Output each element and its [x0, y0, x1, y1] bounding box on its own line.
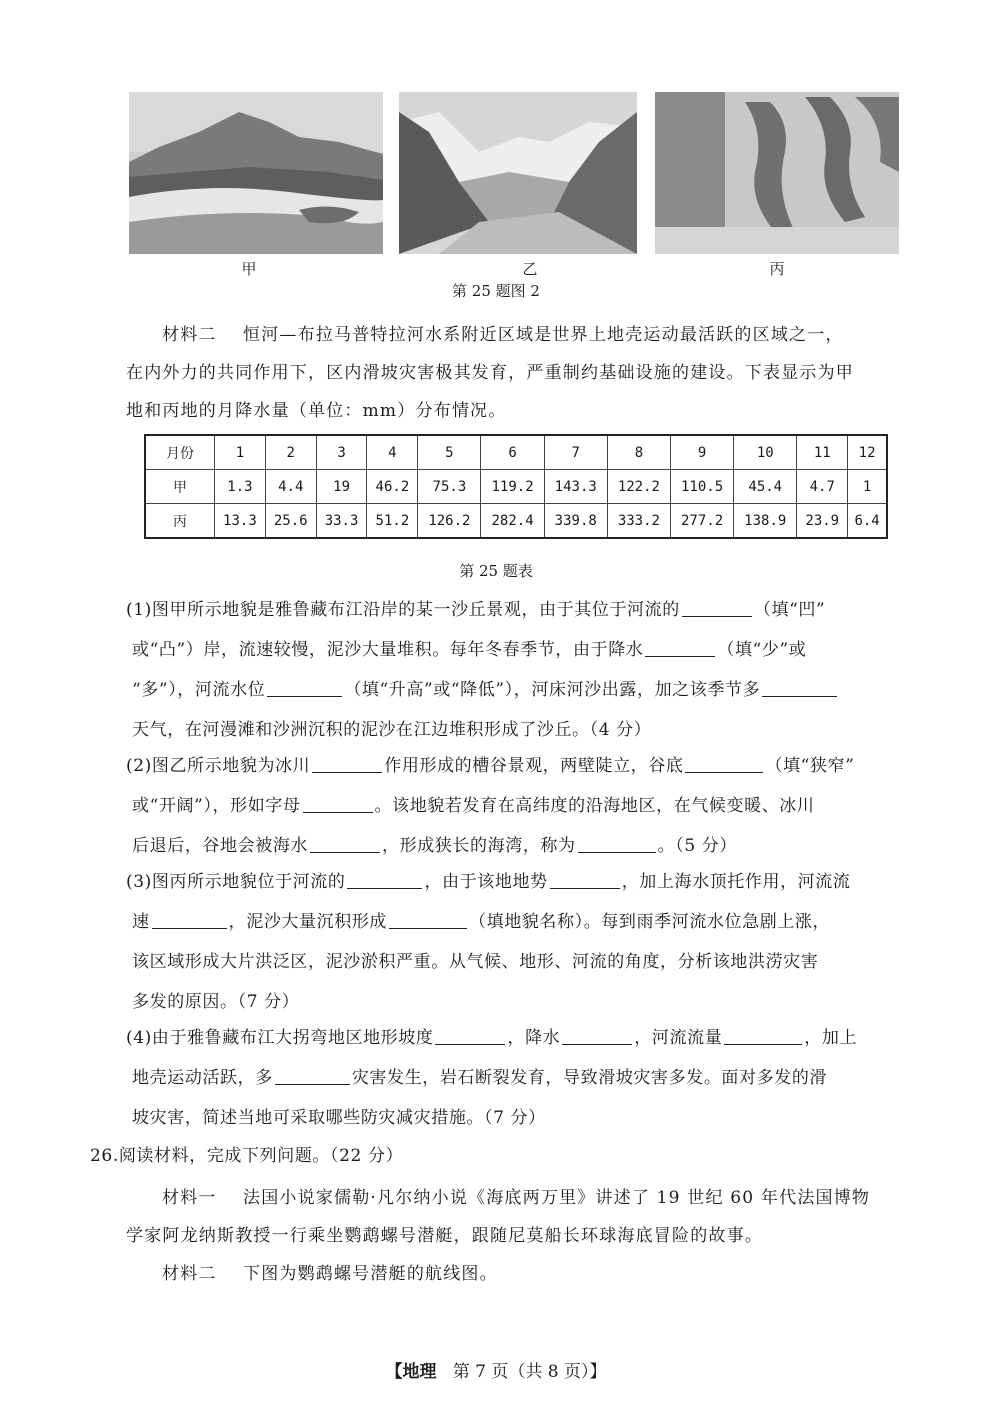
q26-m1-line1: 法国小说家儒勒·凡尔纳小说《海底两万里》讲述了 19 世纪 60 年代法国博物 — [243, 1188, 871, 1208]
table-month-cell: 4 — [367, 435, 418, 470]
table-month-cell: 9 — [671, 435, 734, 470]
table-cell: 110.5 — [671, 470, 734, 504]
rainfall-table — [144, 434, 888, 539]
q4-text-b: ，降水 — [507, 1028, 561, 1048]
q3-answer-blank[interactable] — [347, 870, 422, 889]
table-cell: 4.7 — [797, 470, 848, 504]
table-cell: 277.2 — [671, 504, 734, 539]
table-cell: 126.2 — [418, 504, 481, 539]
q3-text-c: ，加上海水顶托作用，河流流 — [621, 872, 851, 892]
photo-yi-glacial-valley — [399, 92, 637, 254]
material2-line1: 恒河—布拉马普特拉河水系附近区域是世界上地壳运动最活跃的区域之一， — [243, 325, 844, 345]
table-month-cell: 10 — [734, 435, 797, 470]
caption-bing: 丙 — [769, 260, 785, 278]
table-month-cell: 6 — [481, 435, 544, 470]
q2-text-h: 。（5 分） — [657, 836, 737, 856]
q2-answer-blank[interactable] — [685, 754, 763, 773]
q1-text-f: （填“升高”或“降低”），河床河沙出露，加之该季节多 — [344, 680, 761, 700]
table-month-cell: 8 — [607, 435, 670, 470]
q4-answer-blank[interactable] — [724, 1026, 802, 1045]
q2-answer-blank[interactable] — [578, 834, 656, 853]
q3-text-e: ，泥沙大量沉积形成 — [228, 912, 388, 932]
q1-text-d: （填“少”或 — [717, 640, 807, 660]
table-cell: 33.3 — [316, 504, 367, 539]
q2-answer-blank[interactable] — [310, 834, 380, 853]
q1-text-b: （填“凹” — [753, 600, 826, 620]
table-month-cell: 11 — [797, 435, 848, 470]
q1-text-c: 或“凸”）岸，流速较慢，泥沙大量堆积。每年冬春季节，由于降水 — [132, 640, 644, 660]
material2-line3: 地和丙地的月降水量（单位：mm）分布情况。 — [126, 401, 507, 421]
q2-answer-blank[interactable] — [303, 794, 373, 813]
q3-text-b: ，由于该地地势 — [424, 872, 548, 892]
table-header-row — [145, 435, 887, 470]
table-cell: 46.2 — [367, 470, 418, 504]
photo-jia-sand-dune — [129, 92, 383, 254]
q26-m1-label: 材料一 — [162, 1188, 217, 1208]
table-row — [145, 470, 887, 504]
q2-answer-blank[interactable] — [312, 754, 382, 773]
q2-text-f: 后退后，谷地会被海水 — [132, 836, 309, 856]
q3-text-f: （填地貌名称）。每到雨季河流水位急剧上涨， — [469, 912, 831, 932]
table-cell: 122.2 — [607, 470, 670, 504]
q26-title: 26.阅读材料，完成下列问题。（22 分） — [90, 1146, 404, 1166]
table-cell: 1.3 — [215, 470, 266, 504]
table-month-cell: 2 — [265, 435, 316, 470]
q26-m1-line2: 学家阿龙纳斯教授一行乘坐鹦鹉螺号潜艇，跟随尼莫船长环球海底冒险的故事。 — [126, 1226, 763, 1246]
q4-text-d: ，加上 — [804, 1028, 858, 1048]
question-2 — [126, 746, 906, 866]
q3-answer-blank[interactable] — [389, 910, 467, 929]
q26-m2-label: 材料二 — [162, 1264, 217, 1284]
table-cell: 45.4 — [734, 470, 797, 504]
table-cell: 138.9 — [734, 504, 797, 539]
table-cell: 75.3 — [418, 470, 481, 504]
material2-line2: 在内外力的共同作用下，区内滑坡灾害极其发育，严重制约基础设施的建设。下表显示为甲 — [126, 363, 854, 383]
table-caption: 第 25 题表 — [459, 562, 533, 580]
q2-text-g: ，形成狭长的海湾，称为 — [382, 836, 576, 856]
q3-answer-blank[interactable] — [550, 870, 620, 889]
q2-text-d: 或“开阔”），形如字母 — [132, 796, 301, 816]
q4-answer-blank[interactable] — [435, 1026, 505, 1045]
table-cell: 119.2 — [481, 470, 544, 504]
q1-answer-blank[interactable] — [645, 638, 715, 657]
q26-m2-text: 下图为鹦鹉螺号潜艇的航线图。 — [243, 1264, 498, 1284]
question-4 — [126, 1018, 906, 1138]
table-cell: 143.3 — [544, 470, 607, 504]
caption-yi: 乙 — [522, 260, 538, 278]
q3-text-d: 速 — [132, 912, 150, 932]
table-cell: 23.9 — [797, 504, 848, 539]
page-footer — [0, 1357, 992, 1382]
q3-text-g: 该区域形成大片洪泛区，泥沙淤积严重。从气候、地形、河流的角度，分析该地洪涝灾害 — [132, 952, 819, 972]
table-cell: 4.4 — [265, 470, 316, 504]
table-row-label: 丙 — [145, 504, 215, 539]
q3-text-a: (3)图丙所示地貌位于河流的 — [126, 872, 346, 892]
q4-text-f: 灾害发生，岩石断裂发育，导致滑坡灾害多发。面对多发的滑 — [351, 1068, 828, 1088]
q1-answer-blank[interactable] — [762, 678, 837, 697]
q2-text-a: (2)图乙所示地貌为冰川 — [126, 756, 311, 776]
q1-text-a: (1)图甲所示地貌是雅鲁藏布江沿岸的某一沙丘景观，由于其位于河流的 — [126, 600, 680, 620]
table-cell: 51.2 — [367, 504, 418, 539]
q4-answer-blank[interactable] — [562, 1026, 632, 1045]
table-cell: 282.4 — [481, 504, 544, 539]
q4-answer-blank[interactable] — [275, 1066, 350, 1085]
table-cell: 25.6 — [265, 504, 316, 539]
table-cell: 1 — [848, 470, 887, 504]
q2-text-b: 作用形成的槽谷景观，两壁陡立，谷底 — [384, 756, 684, 776]
q4-text-c: ，河流流量 — [634, 1028, 723, 1048]
q3-answer-blank[interactable] — [152, 910, 227, 929]
q1-text-g: 天气，在河漫滩和沙洲沉积的泥沙在江边堆积形成了沙丘。（4 分） — [132, 720, 652, 740]
q1-text-e: “多”），河流水位 — [132, 680, 266, 700]
table-row-label: 甲 — [145, 470, 215, 504]
q26-material1 — [126, 1179, 906, 1293]
table-cell: 19 — [316, 470, 367, 504]
table-month-cell: 7 — [544, 435, 607, 470]
table-cell: 339.8 — [544, 504, 607, 539]
table-row — [145, 504, 887, 539]
question-1 — [126, 590, 906, 750]
q3-text-h: 多发的原因。（7 分） — [132, 992, 300, 1012]
figure-title: 第 25 题图 2 — [452, 282, 540, 300]
material2-label: 材料二 — [162, 325, 217, 345]
table-month-cell: 3 — [316, 435, 367, 470]
q4-text-e: 地壳运动活跃，多 — [132, 1068, 273, 1088]
table-cell: 6.4 — [848, 504, 887, 539]
q4-text-g: 坡灾害，简述当地可采取哪些防灾减灾措施。（7 分） — [132, 1108, 546, 1128]
table-month-cell: 5 — [418, 435, 481, 470]
q1-answer-blank[interactable] — [267, 678, 342, 697]
caption-jia: 甲 — [241, 260, 257, 278]
q2-text-c: （填“狭窄” — [765, 756, 855, 776]
table-month-cell: 1 — [215, 435, 266, 470]
table-cell: 13.3 — [215, 504, 266, 539]
footer-page: 第 7 页（共 8 页）】 — [452, 1362, 607, 1382]
table-header-label: 月份 — [145, 435, 215, 470]
question-3 — [126, 862, 906, 1022]
table-cell: 333.2 — [607, 504, 670, 539]
table-month-cell: 12 — [848, 435, 887, 470]
q1-answer-blank[interactable] — [682, 598, 752, 617]
q2-text-e: 。该地貌若发育在高纬度的沿海地区，在气候变暖、冰川 — [374, 796, 815, 816]
material2-paragraph — [126, 316, 906, 430]
footer-subject: 【地理 — [385, 1362, 437, 1382]
q4-text-a: (4)由于雅鲁藏布江大拐弯地区地形坡度 — [126, 1028, 434, 1048]
photo-bing-river-delta — [655, 92, 899, 254]
